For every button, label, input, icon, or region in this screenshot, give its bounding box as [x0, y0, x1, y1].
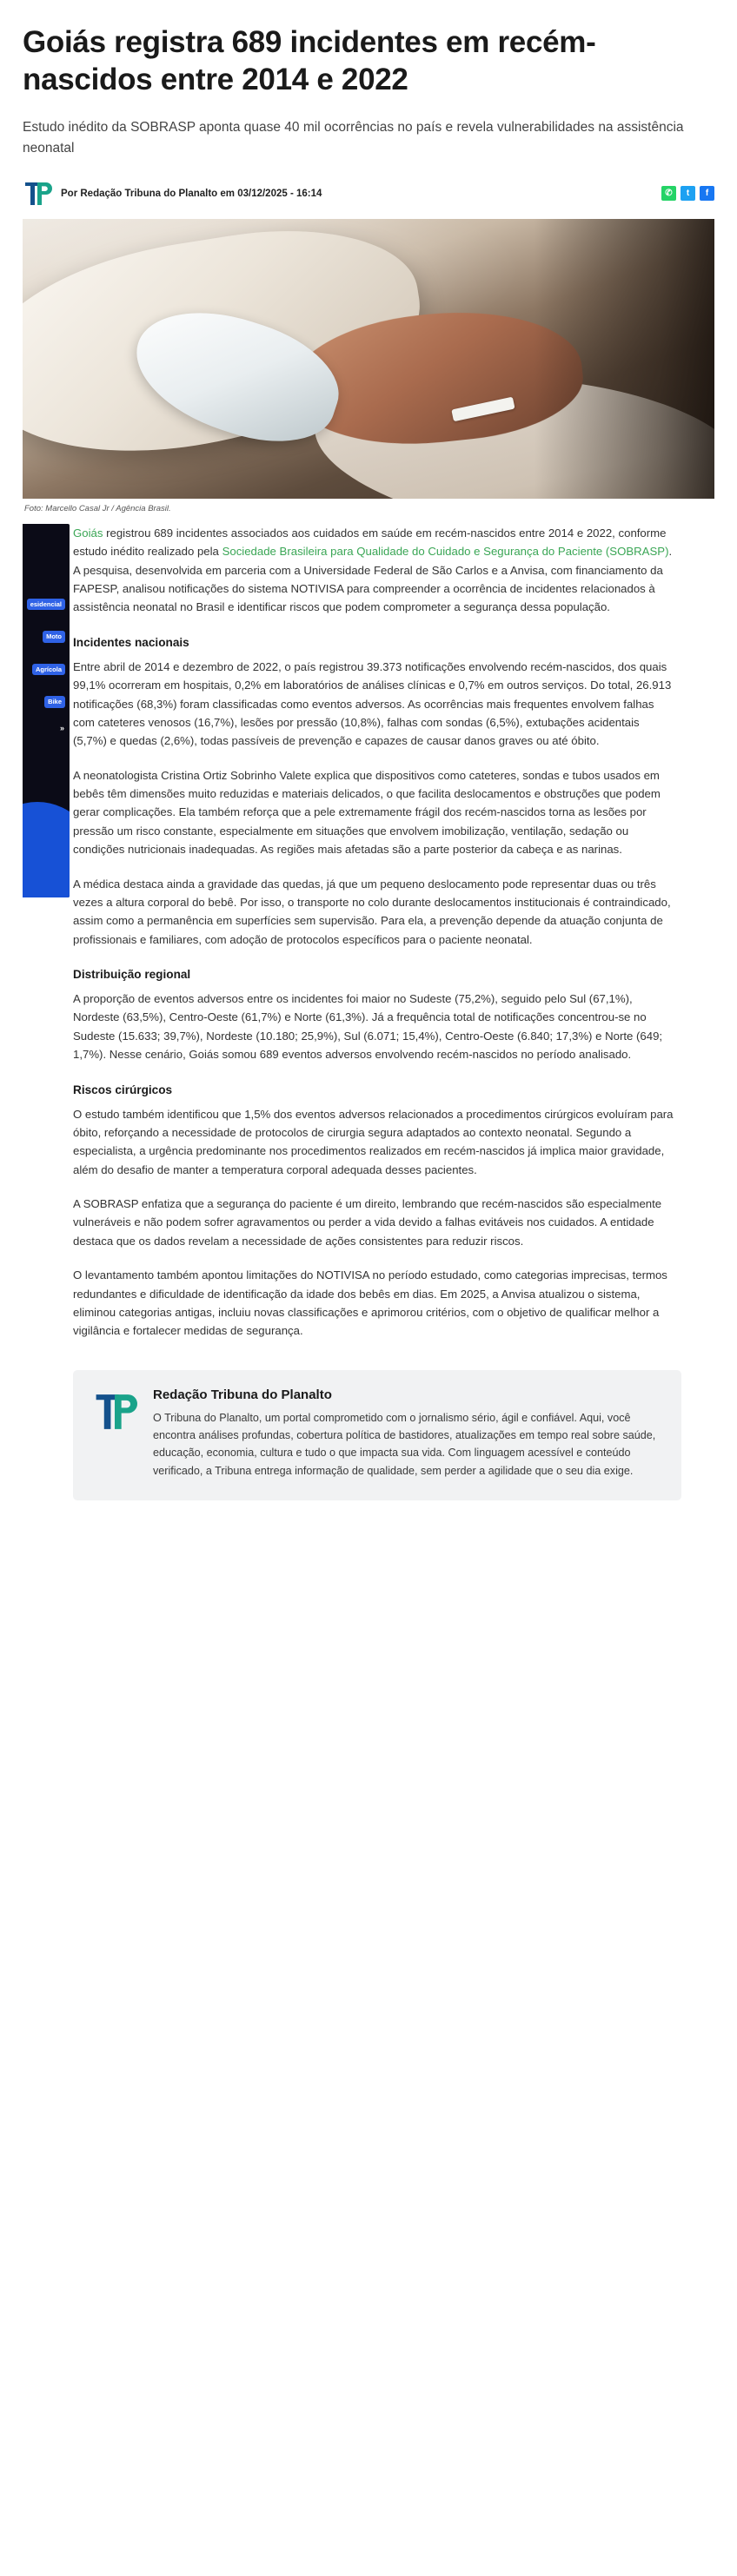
rail-item-label: Bike	[44, 696, 65, 708]
hero-image	[23, 219, 714, 499]
tribuna-logo-icon	[92, 1389, 137, 1434]
rail-more-caret-icon[interactable]: »	[59, 723, 64, 732]
rail-item-moto[interactable]	[23, 631, 70, 643]
twitter-share-icon[interactable]: t	[681, 186, 695, 201]
section-heading-distribuicao-regional: Distribuição regional	[73, 968, 191, 981]
sidebar-ad-rail[interactable]	[23, 524, 70, 897]
author-description: O Tribuna do Planalto, um portal comprometido com o jornalismo sério, ágil e confiável. Aqui, você encontra análises profundas, cobertura política de bastidores, atualizações em tempo real sobre saúde, educação, economia, cultura e tudo o que impacta sua vida. Com linguagem acessível e conteúdo verificado, a Tribuna entrega informação de qualidade, sem perder a agilidade que o seu dia exige.	[153, 1411, 656, 1477]
rail-decorative-circle	[23, 802, 70, 897]
rail-item-agricola[interactable]	[23, 664, 70, 676]
page-title: Goiás registra 689 incidentes em recém-nascidos entre 2014 e 2022	[23, 25, 596, 96]
author-details	[153, 1387, 662, 1480]
article-content	[73, 524, 681, 1341]
article-body-wrap	[23, 524, 714, 1341]
link-sobrasp[interactable]: Sociedade Brasileira para Qualidade do Cuidado e Segurança do Paciente (SOBRASP)	[222, 545, 669, 559]
rail-item-bike[interactable]	[23, 696, 70, 708]
facebook-share-icon[interactable]: f	[700, 186, 714, 201]
rail-item-label: Agrícola	[32, 664, 65, 676]
author-name: Redação Tribuna do Planalto	[153, 1387, 332, 1402]
byline-text: Por Redação Tribuna do Planalto em 03/12/2025 - 16:14	[61, 188, 322, 199]
article-subheadline: Estudo inédito da SOBRASP aponta quase 40 mil ocorrências no país e revela vulnerabilidades na assistência neonatal	[23, 120, 684, 156]
tribuna-logo-icon	[23, 179, 52, 209]
paragraph-5: A proporção de eventos adversos entre os incidentes foi maior no Sudeste (75,2%), seguido pelo Sul (67,1%), Nordeste (63,5%), Centro-Oeste (61,7%) e Norte (61,3%). Já a frequência total de notificações concentrou-se no Sudeste (15.633; 39,7%), Nordeste (10.180; 25,9%), Sul (6.071; 15,4%), Centro-Oeste (6.840; 17,3%) e Norte (649; 1,7%). Nesse cenário, Goiás somou 689 eventos adversos envolvendo recém-nascidos no período analisado.	[73, 992, 663, 1062]
bottom-spacer	[23, 1500, 714, 1535]
paragraph-4: A médica destaca ainda a gravidade das quedas, já que um pequeno deslocamento pode representar duas ou três vezes a altura corporal do bebê. Por isso, o transporte no colo durante deslocamentos institucionais é contraindicado, assim como a permanência em superfícies sem supervisão. Para ela, a prevenção depende da atuação conjunta de profissionais e familiares, com adoção de protocolos específicos para o paciente neonatal.	[73, 877, 671, 946]
whatsapp-share-icon[interactable]: ✆	[661, 186, 676, 201]
share-buttons	[661, 186, 714, 201]
paragraph-6: O estudo também identificou que 1,5% dos eventos adversos relacionados a procedimentos cirúrgicos evoluíram para óbito, reforçando a necessidade de protocolos de cirurgia segura adaptados ao contexto neonatal. Segundo a especialista, a urgência predominante nos procedimentos realizados em recém-nascidos já implica maior gravidade, além do desafio de manter a temperatura corporal adequada desses pacientes.	[73, 1107, 674, 1176]
paragraph-7: A SOBRASP enfatiza que a segurança do paciente é um direito, lembrando que recém-nascidos são especialmente vulneráveis e não podem sofrer agravamentos ou perder a vida devido a falhas evitáveis nos cuidados. A entidade destaca que os dados revelam a necessidade de ações consistentes para reduzir riscos.	[73, 1197, 662, 1248]
hero-vignette	[534, 219, 714, 499]
rail-item-label: Moto	[43, 631, 65, 643]
paragraph-intro	[73, 524, 674, 617]
rail-item-label: esidencial	[27, 599, 65, 611]
rail-item-residencial[interactable]	[23, 599, 70, 611]
photo-credit: Foto: Marcello Casal Jr / Agência Brasil.	[24, 503, 171, 513]
section-heading-riscos-cirurgicos: Riscos cirúrgicos	[73, 1083, 173, 1096]
byline-row	[23, 179, 714, 209]
paragraph-intro-part1: registrou 689 incidentes associados aos cuidados em saúde em recém-nascidos entre 2014 e 2022, conforme estudo inédito realizado pela	[73, 526, 667, 559]
paragraph-8: O levantamento também apontou limitações do NOTIVISA no período estudado, como categorias imprecisas, termos redundantes e dificuldade de identificação da idade dos bebês em dias. Em 2025, a Anvisa atualizou o sistema, eliminou categorias antigas, incluiu novas classificações e aprimorou critérios, com o objetivo de qualificar melhor a vigilância e fortalecer medidas de segurança.	[73, 1268, 667, 1338]
section-heading-incidentes-nacionais: Incidentes nacionais	[73, 635, 189, 649]
paragraph-2: Entre abril de 2014 e dezembro de 2022, o país registrou 39.373 notificações envolvendo recém-nascidos, dos quais 99,1% ocorreram em hospitais, 0,2% em laboratórios de análises clínicas e 0,7% em outros serviços. Do total, 26.913 notificações (68,3%) foram classificadas como eventos adversos. As ocorrências mais frequentes envolvem falhas com cateteres venosos (16,7%), lesões por pressão (10,8%), falhas com sondas (6,5%), extubações acidentais (5,7%) e quedas (2,6%), todas passíveis de prevenção e capazes de causar danos graves ou até óbito.	[73, 659, 672, 748]
paragraph-intro-part2: . A pesquisa, desenvolvida em parceria com a Universidade Federal de São Carlos e a Anvisa, com financiamento da FAPESP, analisou notificações do sistema NOTIVISA para compreender a ocorrência de incidentes relacionados à assistência neonatal no Brasil e identificar riscos que podem comprometer a segurança dessa população.	[73, 545, 673, 614]
hero-figure	[23, 219, 714, 513]
author-box	[73, 1370, 681, 1501]
link-goias[interactable]: Goiás	[73, 526, 103, 540]
paragraph-3: A neonatologista Cristina Ortiz Sobrinho Valete explica que dispositivos como cateteres, sondas e tubos usados em bebês têm dimensões muito reduzidas e materiais delicados, o que facilita deslocamentos e obstruções que podem gerar complicações. Ela também reforça que a pele extremamente frágil dos recém-nascidos torna as lesões por pressão um risco constante, especialmente em situações que envolvem imobilização, ventilação, sedação ou condições nutricionais inadequadas. As regiões mais afetadas são a parte posterior da cabeça e as narinas.	[73, 768, 661, 857]
